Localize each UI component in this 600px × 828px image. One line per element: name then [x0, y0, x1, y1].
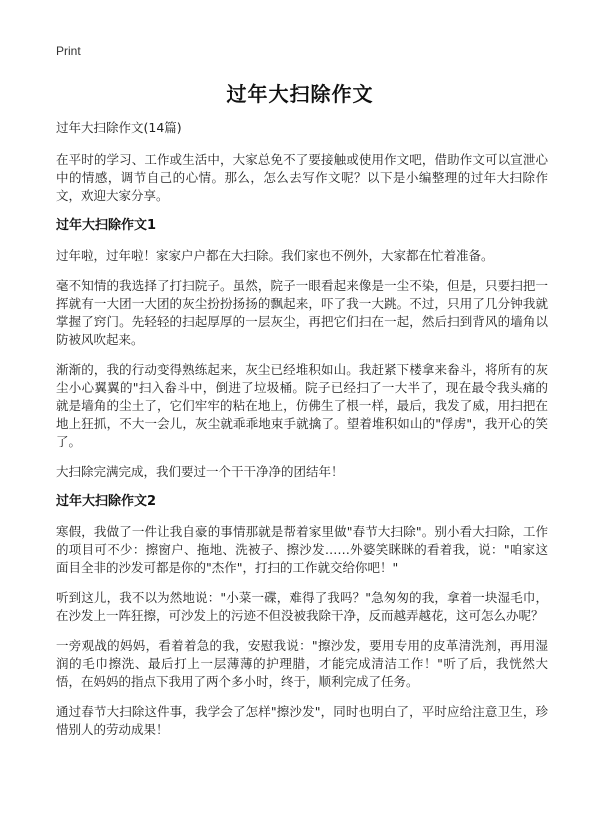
page-title: 过年大扫除作文: [226, 82, 374, 106]
section-heading-1: 过年大扫除作文1: [56, 218, 157, 233]
intro-paragraph: 在平时的学习、工作或生活中，大家总免不了要接触或使用作文吧，借助作文可以宣泄心中的情感，调节自己的心情。那么，怎么去写作文呢？以下是小编整理的过年大扫除作文，欢迎大家分享。: [56, 152, 548, 203]
section-heading-2: 过年大扫除作文2: [56, 494, 157, 509]
section-2-paragraph-3: 一旁观战的妈妈，看着着急的我，安慰我说："擦沙发，要用专用的皮革清洗剂，再用湿润的毛巾擦洗、最后打上一层薄薄的护理腊，才能完成清洁工作！"听了后，我恍然大悟，在妈妈的指点下我用了两个多小时，终于，顺利完成了任务。: [56, 638, 548, 689]
article-subtitle: 过年大扫除作文(14篇): [56, 120, 182, 135]
section-2-paragraph-1: 寒假，我做了一件让我自豪的事情那就是帮着家里做"春节大扫除"。别小看大扫除，工作的项目可不少：擦窗户、拖地、洗被子、擦沙发……外婆笑眯眯的看着我，说："咱家这面目全非的沙发可都是你的"杰作"，打扫的工作就交给你吧！": [56, 524, 548, 575]
section-2-paragraph-4: 通过春节大扫除这件事，我学会了怎样"擦沙发"，同时也明白了，平时应给注意卫生，珍惜别人的劳动成果！: [56, 704, 548, 737]
section-1-paragraph-1: 过年啦，过年啦！家家户户都在大扫除。我们家也不例外，大家都在忙着准备。: [56, 248, 494, 263]
print-link[interactable]: Print: [56, 44, 81, 58]
section-2-paragraph-2: 听到这儿，我不以为然地说："小菜一碟，难得了我吗？"急匆匆的我，拿着一块湿毛巾，在沙发上一阵狂擦，可沙发上的污迹不但没被我除干净，反而越弄越花，这可怎么办呢？: [56, 590, 548, 623]
section-1-paragraph-2: 毫不知情的我选择了打扫院子。虽然，院子一眼看起来像是一尘不染，但是，只要扫把一挥就有一大团一大团的灰尘扮扮扬扬的飘起来，吓了我一大跳。不过，只用了几分钟我就掌握了窍门。先轻轻的扫起厚厚的一层灰尘，再把它们扫在一起，然后扫到背风的墙角以防被风吹起来。: [56, 278, 548, 347]
section-1-paragraph-3: 渐渐的，我的行动变得熟练起来，灰尘已经堆积如山。我赶紧下楼拿来畚斗，将所有的灰尘小心翼翼的"扫入畚斗中，倒进了垃圾桶。院子已经扫了一大半了，现在最令我头痛的就是墙角的尘土了，它们牢牢的粘在地上，仿佛生了根一样，最后，我发了威，用扫把在地上狂抓，不大一会儿，灰尘就乖乖地束手就擒了。望着堆积如山的"俘虏"，我开心的笑了。: [56, 362, 548, 449]
article-body: [56, 119, 548, 751]
section-1-paragraph-4: 大扫除完满完成，我们要过一个干干净净的团结年！: [56, 464, 344, 479]
